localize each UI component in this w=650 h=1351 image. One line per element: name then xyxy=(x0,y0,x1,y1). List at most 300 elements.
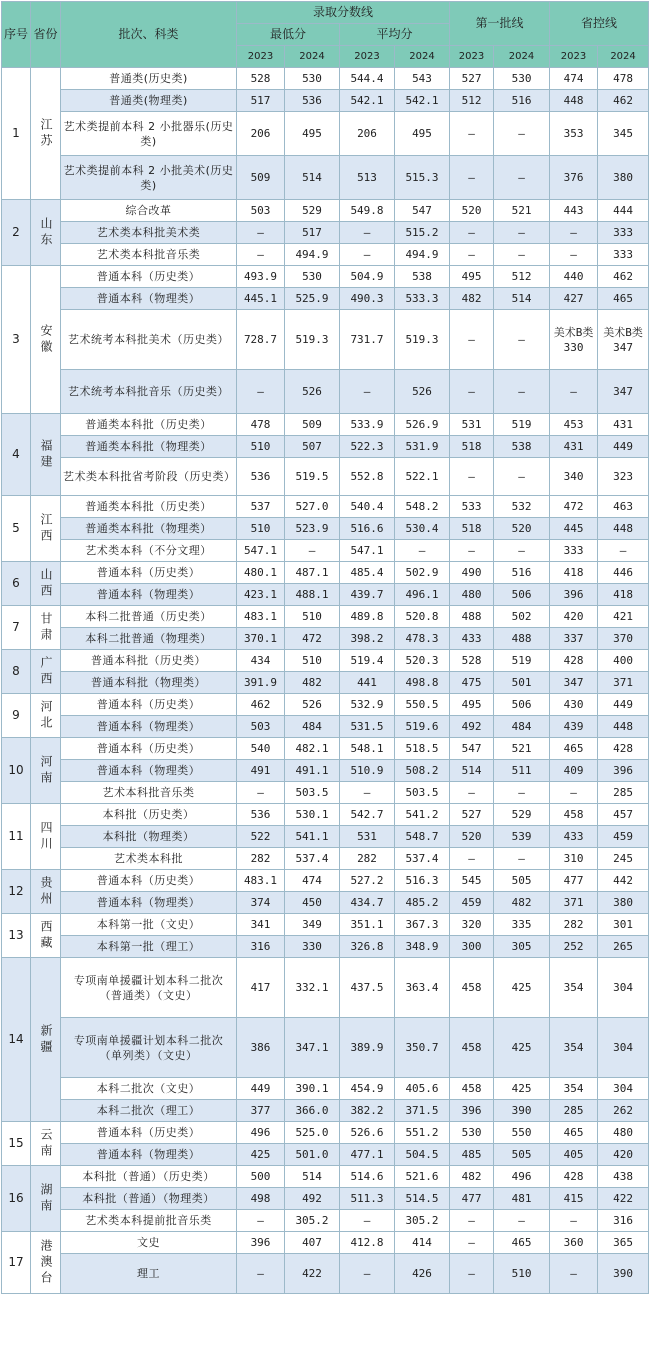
table-row xyxy=(2,760,649,782)
score-min-2024: 390.1 xyxy=(285,1078,340,1100)
category-cell: 艺术本科批音乐类 xyxy=(61,782,237,804)
table-row xyxy=(2,1018,649,1078)
table-row xyxy=(2,540,649,562)
score-control-2023: 美术B类330 xyxy=(550,310,598,370)
score-control-2024: — xyxy=(598,540,649,562)
score-first-batch-2023: 488 xyxy=(450,606,494,628)
score-min-2023: 341 xyxy=(237,914,285,936)
score-first-batch-2024: 425 xyxy=(494,958,550,1018)
score-control-2023: 418 xyxy=(550,562,598,584)
score-control-2023: 465 xyxy=(550,1122,598,1144)
score-first-batch-2023: 518 xyxy=(450,518,494,540)
score-control-2023: 477 xyxy=(550,870,598,892)
score-min-2023: 449 xyxy=(237,1078,285,1100)
table-row xyxy=(2,244,649,266)
table-row xyxy=(2,936,649,958)
province-group xyxy=(2,562,649,606)
score-first-batch-2023: – xyxy=(450,244,494,266)
score-first-batch-2023: 495 xyxy=(450,694,494,716)
score-avg-2024: 478.3 xyxy=(395,628,450,650)
score-min-2023: 377 xyxy=(237,1100,285,1122)
score-control-2023: 430 xyxy=(550,694,598,716)
header-year: 2023 xyxy=(550,46,598,68)
score-first-batch-2023: 482 xyxy=(450,1166,494,1188)
score-min-2024: 347.1 xyxy=(285,1018,340,1078)
score-avg-2023: 522.3 xyxy=(340,436,395,458)
score-avg-2023: 326.8 xyxy=(340,936,395,958)
score-first-batch-2023: — xyxy=(450,1232,494,1254)
score-first-batch-2024: 530 xyxy=(494,68,550,90)
score-first-batch-2024: 465 xyxy=(494,1232,550,1254)
header-control-line: 省控线 xyxy=(550,2,649,46)
category-cell: 综合改革 xyxy=(61,200,237,222)
score-first-batch-2024: 390 xyxy=(494,1100,550,1122)
province-name: 河南 xyxy=(31,738,61,804)
score-min-2023: 391.9 xyxy=(237,672,285,694)
score-avg-2024: 521.6 xyxy=(395,1166,450,1188)
table-header xyxy=(2,2,649,68)
row-index: 2 xyxy=(2,200,31,266)
table-row xyxy=(2,606,649,628)
category-cell: 艺术类提前本科 2 小批美术(历史类) xyxy=(61,156,237,200)
score-min-2024: 537.4 xyxy=(285,848,340,870)
score-min-2024: 510 xyxy=(285,606,340,628)
score-avg-2023: 437.5 xyxy=(340,958,395,1018)
score-control-2023: 431 xyxy=(550,436,598,458)
score-avg-2023: 511.3 xyxy=(340,1188,395,1210)
score-avg-2023: – xyxy=(340,1210,395,1232)
score-control-2023: 354 xyxy=(550,958,598,1018)
province-group xyxy=(2,1232,649,1294)
score-avg-2024: 537.4 xyxy=(395,848,450,870)
score-avg-2023: 731.7 xyxy=(340,310,395,370)
score-min-2024: 525.9 xyxy=(285,288,340,310)
province-name: 云南 xyxy=(31,1122,61,1166)
score-avg-2024: 405.6 xyxy=(395,1078,450,1100)
table-row xyxy=(2,1166,649,1188)
score-control-2023: 285 xyxy=(550,1100,598,1122)
header-year: 2023 xyxy=(450,46,494,68)
score-min-2023: 510 xyxy=(237,518,285,540)
score-avg-2024: 548.2 xyxy=(395,496,450,518)
score-control-2023: 409 xyxy=(550,760,598,782)
score-first-batch-2023: 528 xyxy=(450,650,494,672)
score-min-2023: 434 xyxy=(237,650,285,672)
province-name: 甘肃 xyxy=(31,606,61,650)
score-min-2024: 494.9 xyxy=(285,244,340,266)
score-first-batch-2024: 501 xyxy=(494,672,550,694)
score-min-2023: 547.1 xyxy=(237,540,285,562)
score-min-2023: 537 xyxy=(237,496,285,518)
category-cell: 普通本科（物理类） xyxy=(61,892,237,914)
score-avg-2024: 550.5 xyxy=(395,694,450,716)
table-row xyxy=(2,156,649,200)
score-control-2024: 365 xyxy=(598,1232,649,1254)
score-min-2023: 282 xyxy=(237,848,285,870)
table-row xyxy=(2,914,649,936)
score-control-2024: 462 xyxy=(598,266,649,288)
province-group xyxy=(2,606,649,650)
row-index: 5 xyxy=(2,496,31,562)
score-min-2024: 527.0 xyxy=(285,496,340,518)
province-name: 港澳台 xyxy=(31,1232,61,1294)
table-row xyxy=(2,628,649,650)
score-first-batch-2023: 533 xyxy=(450,496,494,518)
province-group xyxy=(2,68,649,200)
table-row xyxy=(2,672,649,694)
score-first-batch-2023: – xyxy=(450,782,494,804)
score-avg-2024: 348.9 xyxy=(395,936,450,958)
score-first-batch-2023: 433 xyxy=(450,628,494,650)
score-min-2024: 487.1 xyxy=(285,562,340,584)
score-avg-2024: 426 xyxy=(395,1254,450,1294)
score-avg-2023: 514.6 xyxy=(340,1166,395,1188)
score-control-2023: — xyxy=(550,1254,598,1294)
score-avg-2023: 519.4 xyxy=(340,650,395,672)
score-first-batch-2023: 518 xyxy=(450,436,494,458)
row-index: 12 xyxy=(2,870,31,914)
score-min-2024: 305.2 xyxy=(285,1210,340,1232)
score-min-2024: — xyxy=(285,540,340,562)
score-first-batch-2024: 505 xyxy=(494,870,550,892)
province-group xyxy=(2,650,649,694)
province-name: 西藏 xyxy=(31,914,61,958)
category-cell: 本科二批次（理工） xyxy=(61,1100,237,1122)
score-first-batch-2024: 510 xyxy=(494,1254,550,1294)
header-category: 批次、科类 xyxy=(61,2,237,68)
category-cell: 本科二批普通（历史类） xyxy=(61,606,237,628)
score-avg-2023: 489.8 xyxy=(340,606,395,628)
score-first-batch-2024: 538 xyxy=(494,436,550,458)
score-first-batch-2024: 488 xyxy=(494,628,550,650)
category-cell: 艺术类本科批省考阶段（历史类） xyxy=(61,458,237,496)
score-avg-2023: 389.9 xyxy=(340,1018,395,1078)
table-row xyxy=(2,1100,649,1122)
province-group xyxy=(2,804,649,870)
score-min-2024: 526 xyxy=(285,694,340,716)
score-first-batch-2023: 531 xyxy=(450,414,494,436)
score-min-2023: 540 xyxy=(237,738,285,760)
score-avg-2023: 547.1 xyxy=(340,540,395,562)
score-avg-2024: 548.7 xyxy=(395,826,450,848)
score-control-2024: 333 xyxy=(598,244,649,266)
score-control-2023: – xyxy=(550,782,598,804)
score-control-2023: 347 xyxy=(550,672,598,694)
table-row xyxy=(2,414,649,436)
score-control-2023: 371 xyxy=(550,892,598,914)
score-control-2023: 428 xyxy=(550,1166,598,1188)
score-min-2024: 509 xyxy=(285,414,340,436)
score-min-2024: 503.5 xyxy=(285,782,340,804)
score-avg-2024: 485.2 xyxy=(395,892,450,914)
score-first-batch-2024: — xyxy=(494,848,550,870)
score-control-2024: 420 xyxy=(598,1144,649,1166)
score-min-2023: 509 xyxy=(237,156,285,200)
province-group xyxy=(2,738,649,804)
category-cell: 文史 xyxy=(61,1232,237,1254)
province-name: 四川 xyxy=(31,804,61,870)
score-min-2024: 529 xyxy=(285,200,340,222)
score-min-2024: 492 xyxy=(285,1188,340,1210)
score-first-batch-2023: 480 xyxy=(450,584,494,606)
score-control-2023: 472 xyxy=(550,496,598,518)
score-min-2023: 374 xyxy=(237,892,285,914)
category-cell: 本科二批次（文史） xyxy=(61,1078,237,1100)
score-first-batch-2023: — xyxy=(450,1254,494,1294)
score-first-batch-2023: 530 xyxy=(450,1122,494,1144)
score-avg-2023: 434.7 xyxy=(340,892,395,914)
score-control-2023: 445 xyxy=(550,518,598,540)
score-first-batch-2023: 458 xyxy=(450,958,494,1018)
header-year: 2024 xyxy=(285,46,340,68)
province-group xyxy=(2,496,649,562)
score-min-2024: 525.0 xyxy=(285,1122,340,1144)
score-min-2024: 472 xyxy=(285,628,340,650)
province-name: 山东 xyxy=(31,200,61,266)
score-min-2023: – xyxy=(237,244,285,266)
table-row xyxy=(2,496,649,518)
row-index: 4 xyxy=(2,414,31,496)
score-min-2024: 484 xyxy=(285,716,340,738)
table-row xyxy=(2,518,649,540)
score-min-2024: 491.1 xyxy=(285,760,340,782)
score-first-batch-2023: 492 xyxy=(450,716,494,738)
category-cell: 专项南单援疆计划本科二批次（普通类）（文史） xyxy=(61,958,237,1018)
score-avg-2023: 516.6 xyxy=(340,518,395,540)
score-avg-2024: 531.9 xyxy=(395,436,450,458)
score-avg-2024: 526 xyxy=(395,370,450,414)
province-name: 山西 xyxy=(31,562,61,606)
score-first-batch-2024: — xyxy=(494,112,550,156)
province-group xyxy=(2,914,649,958)
score-avg-2023: 485.4 xyxy=(340,562,395,584)
score-avg-2023: – xyxy=(340,782,395,804)
score-min-2023: 500 xyxy=(237,1166,285,1188)
table-row xyxy=(2,90,649,112)
score-first-batch-2024: 532 xyxy=(494,496,550,518)
score-first-batch-2024: 425 xyxy=(494,1078,550,1100)
score-first-batch-2023: 490 xyxy=(450,562,494,584)
table-row xyxy=(2,1188,649,1210)
score-first-batch-2023: 477 xyxy=(450,1188,494,1210)
score-min-2023: 503 xyxy=(237,716,285,738)
score-min-2023: 417 xyxy=(237,958,285,1018)
score-control-2024: 316 xyxy=(598,1210,649,1232)
province-name: 新疆 xyxy=(31,958,61,1122)
score-first-batch-2024: 425 xyxy=(494,1018,550,1078)
province-group xyxy=(2,414,649,496)
score-min-2024: 482.1 xyxy=(285,738,340,760)
row-index: 13 xyxy=(2,914,31,958)
score-min-2023: – xyxy=(237,1210,285,1232)
score-avg-2023: 549.8 xyxy=(340,200,395,222)
row-index: 16 xyxy=(2,1166,31,1232)
score-control-2023: 333 xyxy=(550,540,598,562)
score-control-2023: 252 xyxy=(550,936,598,958)
score-min-2023: 478 xyxy=(237,414,285,436)
score-avg-2023: 454.9 xyxy=(340,1078,395,1100)
score-avg-2023: 351.1 xyxy=(340,914,395,936)
score-control-2023: 420 xyxy=(550,606,598,628)
score-min-2024: 530.1 xyxy=(285,804,340,826)
score-min-2023: 386 xyxy=(237,1018,285,1078)
score-control-2024: 448 xyxy=(598,518,649,540)
header-first-batch-line: 第一批线 xyxy=(450,2,550,46)
score-avg-2023: 382.2 xyxy=(340,1100,395,1122)
score-control-2024: 380 xyxy=(598,892,649,914)
score-avg-2024: 543 xyxy=(395,68,450,90)
score-first-batch-2023: — xyxy=(450,112,494,156)
score-first-batch-2024: 516 xyxy=(494,562,550,584)
score-first-batch-2024: — xyxy=(494,370,550,414)
table-row xyxy=(2,584,649,606)
score-min-2024: 514 xyxy=(285,1166,340,1188)
score-min-2024: 530 xyxy=(285,266,340,288)
score-first-batch-2023: – xyxy=(450,222,494,244)
score-first-batch-2024: 520 xyxy=(494,518,550,540)
score-first-batch-2023: 300 xyxy=(450,936,494,958)
category-cell: 普通类本科批（历史类） xyxy=(61,414,237,436)
score-min-2023: – xyxy=(237,782,285,804)
score-min-2023: 528 xyxy=(237,68,285,90)
score-control-2024: 265 xyxy=(598,936,649,958)
table-row xyxy=(2,1254,649,1294)
score-avg-2024: 515.2 xyxy=(395,222,450,244)
category-cell: 普通类(历史类) xyxy=(61,68,237,90)
score-avg-2024: 508.2 xyxy=(395,760,450,782)
score-first-batch-2024: – xyxy=(494,222,550,244)
score-control-2023: – xyxy=(550,1210,598,1232)
score-control-2024: 美术B类 347 xyxy=(598,310,649,370)
province-group xyxy=(2,266,649,414)
score-min-2024: 519.3 xyxy=(285,310,340,370)
province-group xyxy=(2,870,649,914)
score-first-batch-2024: 496 xyxy=(494,1166,550,1188)
row-index: 6 xyxy=(2,562,31,606)
category-cell: 艺术类本科批美术类 xyxy=(61,222,237,244)
score-control-2024: 428 xyxy=(598,738,649,760)
score-first-batch-2024: — xyxy=(494,156,550,200)
score-min-2024: 501.0 xyxy=(285,1144,340,1166)
score-control-2024: 370 xyxy=(598,628,649,650)
category-cell: 普通本科（物理类） xyxy=(61,288,237,310)
score-control-2024: 347 xyxy=(598,370,649,414)
province-name: 江西 xyxy=(31,496,61,562)
score-avg-2023: — xyxy=(340,1254,395,1294)
score-min-2023: — xyxy=(237,1254,285,1294)
table-row xyxy=(2,716,649,738)
score-control-2024: 422 xyxy=(598,1188,649,1210)
score-control-2024: 431 xyxy=(598,414,649,436)
score-first-batch-2023: 520 xyxy=(450,826,494,848)
score-avg-2024: 551.2 xyxy=(395,1122,450,1144)
category-cell: 理工 xyxy=(61,1254,237,1294)
score-control-2023: 453 xyxy=(550,414,598,436)
score-first-batch-2023: 527 xyxy=(450,68,494,90)
score-min-2023: 536 xyxy=(237,804,285,826)
score-first-batch-2024: 335 xyxy=(494,914,550,936)
category-cell: 普通本科批（历史类） xyxy=(61,650,237,672)
province-group xyxy=(2,1122,649,1166)
score-avg-2024: 496.1 xyxy=(395,584,450,606)
score-min-2024: 523.9 xyxy=(285,518,340,540)
province-group xyxy=(2,694,649,738)
category-cell: 普通本科批（物理类） xyxy=(61,672,237,694)
score-avg-2024: 363.4 xyxy=(395,958,450,1018)
category-cell: 本科批（物理类） xyxy=(61,826,237,848)
category-cell: 普通类本科批（物理类） xyxy=(61,436,237,458)
score-min-2024: 450 xyxy=(285,892,340,914)
table-row xyxy=(2,436,649,458)
score-control-2024: 421 xyxy=(598,606,649,628)
score-control-2023: 353 xyxy=(550,112,598,156)
score-avg-2023: 439.7 xyxy=(340,584,395,606)
score-min-2023: 370.1 xyxy=(237,628,285,650)
row-index: 10 xyxy=(2,738,31,804)
score-avg-2024: 504.5 xyxy=(395,1144,450,1166)
score-min-2024: 366.0 xyxy=(285,1100,340,1122)
score-control-2024: 478 xyxy=(598,68,649,90)
score-control-2023: 405 xyxy=(550,1144,598,1166)
score-first-batch-2024: – xyxy=(494,1210,550,1232)
score-first-batch-2023: — xyxy=(450,848,494,870)
score-min-2024: 526 xyxy=(285,370,340,414)
header-year: 2024 xyxy=(494,46,550,68)
category-cell: 专项南单援疆计划本科二批次（单列类）（文史） xyxy=(61,1018,237,1078)
score-min-2023: 503 xyxy=(237,200,285,222)
score-min-2023: 316 xyxy=(237,936,285,958)
score-first-batch-2024: — xyxy=(494,540,550,562)
score-avg-2024: 520.8 xyxy=(395,606,450,628)
category-cell: 普通本科（物理类） xyxy=(61,584,237,606)
score-control-2023: 376 xyxy=(550,156,598,200)
score-min-2023: 396 xyxy=(237,1232,285,1254)
score-first-batch-2024: 305 xyxy=(494,936,550,958)
score-avg-2023: 412.8 xyxy=(340,1232,395,1254)
score-min-2024: 495 xyxy=(285,112,340,156)
score-min-2023: – xyxy=(237,222,285,244)
table-row xyxy=(2,266,649,288)
score-control-2024: 371 xyxy=(598,672,649,694)
score-control-2023: 428 xyxy=(550,650,598,672)
category-cell: 本科第一批（文史） xyxy=(61,914,237,936)
score-avg-2023: 504.9 xyxy=(340,266,395,288)
category-cell: 本科二批普通（物理类） xyxy=(61,628,237,650)
score-min-2023: 728.7 xyxy=(237,310,285,370)
category-cell: 普通本科（物理类） xyxy=(61,760,237,782)
header-admission-line: 录取分数线 xyxy=(237,2,450,24)
header-year: 2024 xyxy=(598,46,649,68)
score-avg-2023: 490.3 xyxy=(340,288,395,310)
header-year: 2023 xyxy=(237,46,285,68)
score-min-2023: 425 xyxy=(237,1144,285,1166)
row-index: 11 xyxy=(2,804,31,870)
score-avg-2024: 542.1 xyxy=(395,90,450,112)
score-control-2024: 380 xyxy=(598,156,649,200)
score-min-2023: 536 xyxy=(237,458,285,496)
score-control-2024: 418 xyxy=(598,584,649,606)
score-avg-2023: 510.9 xyxy=(340,760,395,782)
score-avg-2024: 526.9 xyxy=(395,414,450,436)
score-min-2024: 332.1 xyxy=(285,958,340,1018)
table-row xyxy=(2,694,649,716)
category-cell: 普通类(物理类) xyxy=(61,90,237,112)
category-cell: 普通本科（历史类） xyxy=(61,266,237,288)
table-row xyxy=(2,1122,649,1144)
province-group xyxy=(2,958,649,1122)
score-first-batch-2024: 519 xyxy=(494,650,550,672)
score-control-2023: 427 xyxy=(550,288,598,310)
